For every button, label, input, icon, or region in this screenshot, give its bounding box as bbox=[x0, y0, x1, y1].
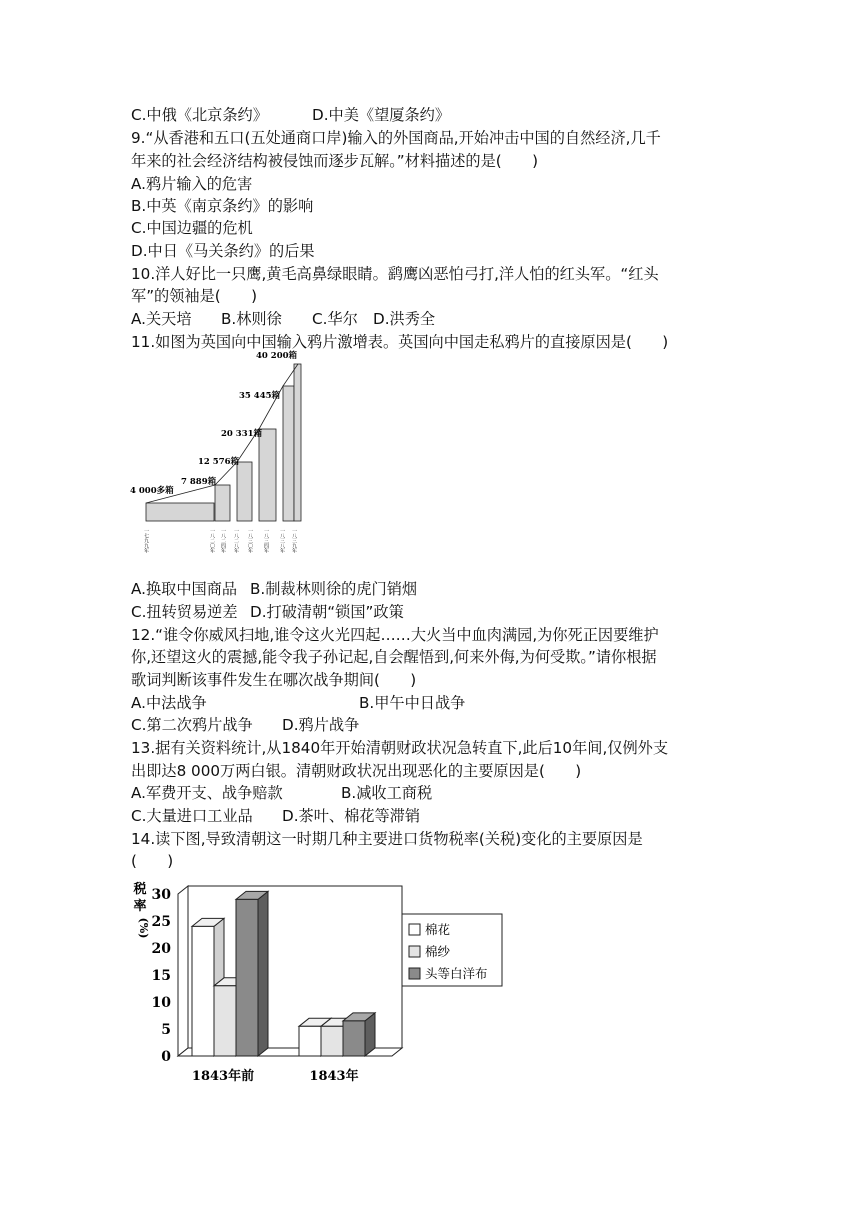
q12-option-c: C.第二次鸦片战争 bbox=[131, 716, 253, 734]
opium-year-1799: 一七九九年 bbox=[143, 528, 149, 553]
q14-stem-line2: ( ) bbox=[131, 852, 174, 870]
tariff-y-tick-30: 30 bbox=[151, 887, 171, 903]
q11-option-a: A.换取中国商品 bbox=[131, 580, 238, 598]
opium-bar-1820 bbox=[215, 485, 230, 521]
opium-year-1838: 一八三八年 bbox=[279, 528, 285, 553]
opium-label-35445: 35 445箱 bbox=[239, 391, 281, 401]
q13-option-d: D.茶叶、棉花等滞销 bbox=[282, 807, 421, 825]
q10-option-d: D.洪秀全 bbox=[373, 310, 436, 328]
tariff-rate-chart bbox=[126, 876, 511, 1091]
q9-option-d: D.中日《马关条约》的后果 bbox=[131, 242, 315, 260]
q9-stem-line2: 年来的社会经济结构被侵蚀而逐步瓦解。”材料描述的是( ) bbox=[131, 152, 538, 170]
opium-label-7889: 7 889箱 bbox=[181, 477, 217, 487]
q10-option-c: C.华尔 bbox=[312, 310, 358, 328]
tariff-category-before-1843: 1843年前 bbox=[191, 1069, 255, 1084]
opium-year-1839: 一八三九年 bbox=[291, 528, 297, 553]
q9-option-b: B.中英《南京条约》的影响 bbox=[131, 197, 314, 215]
opium-label-12576: 12 576箱 bbox=[198, 457, 240, 467]
q10-stem-line2: 军”的领袖是( ) bbox=[131, 287, 258, 305]
opium-year-1820: 一八二〇年 bbox=[209, 528, 215, 553]
tariff-y-tick-20: 20 bbox=[151, 941, 171, 957]
tariff-left-wall bbox=[178, 886, 188, 1056]
opium-bar-1834 bbox=[283, 386, 294, 521]
q13-stem-line2: 出即达8 000万两白银。清朝财政状况出现恶化的主要原因是( ) bbox=[131, 762, 582, 780]
q10-option-b: B.林则徐 bbox=[221, 310, 282, 328]
tariff-y-tick-25: 25 bbox=[151, 914, 171, 930]
opium-bar-1799 bbox=[146, 503, 214, 521]
opium-label-4000: 4 000多箱 bbox=[130, 486, 174, 496]
q14-stem-line1: 14.读下图,导致清朝这一时期几种主要进口货物税率(关税)变化的主要原因是 bbox=[131, 830, 643, 848]
tariff-legend-label-cotton: 棉花 bbox=[425, 922, 451, 937]
tariff-legend-swatch-yarn bbox=[409, 946, 420, 957]
q11-option-d: D.打破清朝“锁国”政策 bbox=[250, 603, 404, 621]
opium-label-40200: 40 200箱 bbox=[256, 351, 298, 361]
q12-stem-line1: 12.“谁令你威风扫地,谁令这火光四起……大火当中血肉满园,为你死正因要维护 bbox=[131, 626, 659, 644]
opium-year-1834: 一八三四年 bbox=[263, 528, 269, 553]
q12-stem-line3: 歌词判断该事件发生在哪次战争期间( ) bbox=[131, 671, 417, 689]
tariff-bar-calico-1843 bbox=[343, 1013, 375, 1056]
opium-bar-1839 bbox=[294, 364, 301, 521]
tariff-category-1843: 1843年 bbox=[309, 1069, 359, 1084]
q12-stem-line2: 你,还望这火的震撼,能令我子孙记起,自会醒悟到,何来外侮,为何受欺。”请你根据 bbox=[131, 648, 657, 666]
opium-year-1824: 一八二四年 bbox=[220, 528, 226, 553]
q12-option-a: A.中法战争 bbox=[131, 694, 207, 712]
q11-stem: 11.如图为英国向中国输入鸦片激增表。英国向中国走私鸦片的直接原因是( ) bbox=[131, 333, 669, 351]
opium-bar-1828 bbox=[237, 462, 252, 521]
opium-year-1828: 一八二八年 bbox=[233, 528, 239, 553]
q13-option-c: C.大量进口工业品 bbox=[131, 807, 253, 825]
tariff-y-tick-10: 10 bbox=[151, 995, 171, 1011]
q13-option-b: B.减收工商税 bbox=[341, 784, 433, 802]
tariff-legend-swatch-calico bbox=[409, 968, 420, 979]
tariff-y-title-char3: (%) bbox=[137, 917, 150, 939]
q8-option-c: C.中俄《北京条约》 bbox=[131, 106, 268, 124]
tariff-y-tick-15: 15 bbox=[151, 968, 171, 984]
opium-bar-1830 bbox=[259, 429, 276, 521]
q11-option-c: C.扭转贸易逆差 bbox=[131, 603, 238, 621]
q11-option-b: B.制裁林则徐的虎门销烟 bbox=[250, 580, 418, 598]
tariff-y-title-char1: 税 bbox=[133, 882, 147, 897]
q9-option-c: C.中国边疆的危机 bbox=[131, 219, 253, 237]
tariff-y-tick-5: 5 bbox=[161, 1022, 171, 1038]
q9-option-a: A.鸦片输入的危害 bbox=[131, 175, 253, 193]
q12-option-d: D.鸦片战争 bbox=[282, 716, 360, 734]
tariff-y-tick-0: 0 bbox=[161, 1049, 171, 1065]
tariff-y-title-char2: 率 bbox=[133, 899, 147, 914]
tariff-bar-calico-before-1843 bbox=[236, 891, 268, 1056]
q12-option-b: B.甲午中日战争 bbox=[359, 694, 466, 712]
tariff-legend-swatch-cotton bbox=[409, 924, 420, 935]
opium-import-chart bbox=[126, 348, 316, 558]
q10-stem-line1: 10.洋人好比一只鹰,黄毛高鼻绿眼睛。鹞鹰凶恶怕弓打,洋人怕的红头军。“红头 bbox=[131, 265, 659, 283]
opium-year-1830: 一八三〇年 bbox=[247, 528, 253, 553]
q9-stem-line1: 9.“从香港和五口(五处通商口岸)输入的外国商品,开始冲击中国的自然经济,几千 bbox=[131, 129, 661, 147]
q10-option-a: A.关天培 bbox=[131, 310, 192, 328]
tariff-legend-label-calico: 头等白洋布 bbox=[425, 966, 488, 981]
q13-option-a: A.军费开支、战争赔款 bbox=[131, 784, 283, 802]
q13-stem-line1: 13.据有关资料统计,从1840年开始清朝财政状况急转直下,此后10年间,仅例外支 bbox=[131, 739, 669, 757]
tariff-legend-label-yarn: 棉纱 bbox=[425, 944, 451, 959]
q8-option-d: D.中美《望厦条约》 bbox=[312, 106, 451, 124]
opium-label-20331: 20 331箱 bbox=[221, 429, 263, 439]
